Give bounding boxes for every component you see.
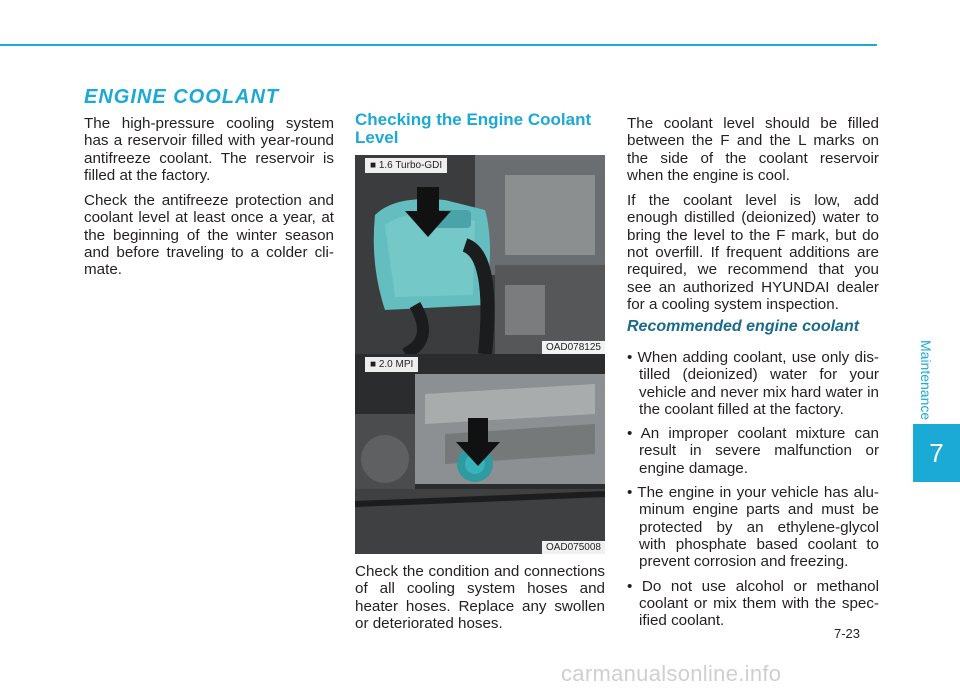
middle-column-text [355, 563, 605, 640]
photo-engine-label: ■ 2.0 MPI [365, 357, 418, 372]
hose-check-paragraph: Check the condition and connections of all cooling system hoses and heater hoses. Replace any swollen or deteriorated hoses. [355, 563, 605, 632]
chapter-number-tab[interactable]: 7 [913, 424, 960, 482]
watermark: carmanualsonline.info [561, 661, 782, 686]
list-item: • An improper coolant mixture can result in severe malfunction or engine damage. [627, 425, 879, 477]
page-number: 7-23 [834, 626, 861, 641]
header-rule [0, 44, 877, 46]
photo-engine-label: ■ 1.6 Turbo-GDI [365, 158, 447, 173]
subsection-title: Checking the Engine Coolant Level [355, 110, 592, 147]
section-title: ENGINE COOLANT [84, 86, 280, 108]
list-item: • When adding coolant, use only dis-tilled (deionized) water for your vehicle and never mix hard water in the coolant filled at the factory. [627, 349, 879, 418]
right-column [627, 115, 879, 321]
photo-code: OAD075008 [542, 541, 605, 554]
recommended-coolant-heading: Recommended engine coolant [627, 318, 860, 335]
engine-photo-turbo-gdi [355, 155, 605, 354]
list-item: • The engine in your vehicle has alu-minum engine parts and must be protected by an ethylene-glycol with phosphate based coolant to prevent corrosion and freezing. [627, 484, 879, 570]
low-coolant-paragraph: If the coolant level is low, add enough distilled (deionized) water to bring the level to the F mark, but do not overfill. If frequent additions are required, we recommend that you see an authorized HYUNDAI dealer for a cooling system inspection. [627, 192, 879, 313]
intro-paragraph: The high-pressure cooling system has a reservoir filled with year-round antifreeze coolant. The reservoir is filled at the factory. [84, 115, 334, 184]
left-column [84, 115, 334, 287]
sidebar-chapter-label: Maintenance [918, 340, 934, 421]
engine-photo-2-0-mpi [355, 354, 605, 554]
coolant-level-paragraph: The coolant level should be filled between the F and the L marks on the side of the coolant reservoir when the engine is cool. [627, 115, 879, 184]
antifreeze-check-paragraph: Check the antifreeze protection and coolant level at least once a year, at the beginning of the winter season and before traveling to a colder cli-mate. [84, 192, 334, 279]
list-item: • Do not use alcohol or methanol coolant or mix them with the spec-ified coolant. [627, 578, 879, 630]
photo-code: OAD078125 [542, 341, 605, 354]
coolant-bullet-list [627, 349, 879, 636]
